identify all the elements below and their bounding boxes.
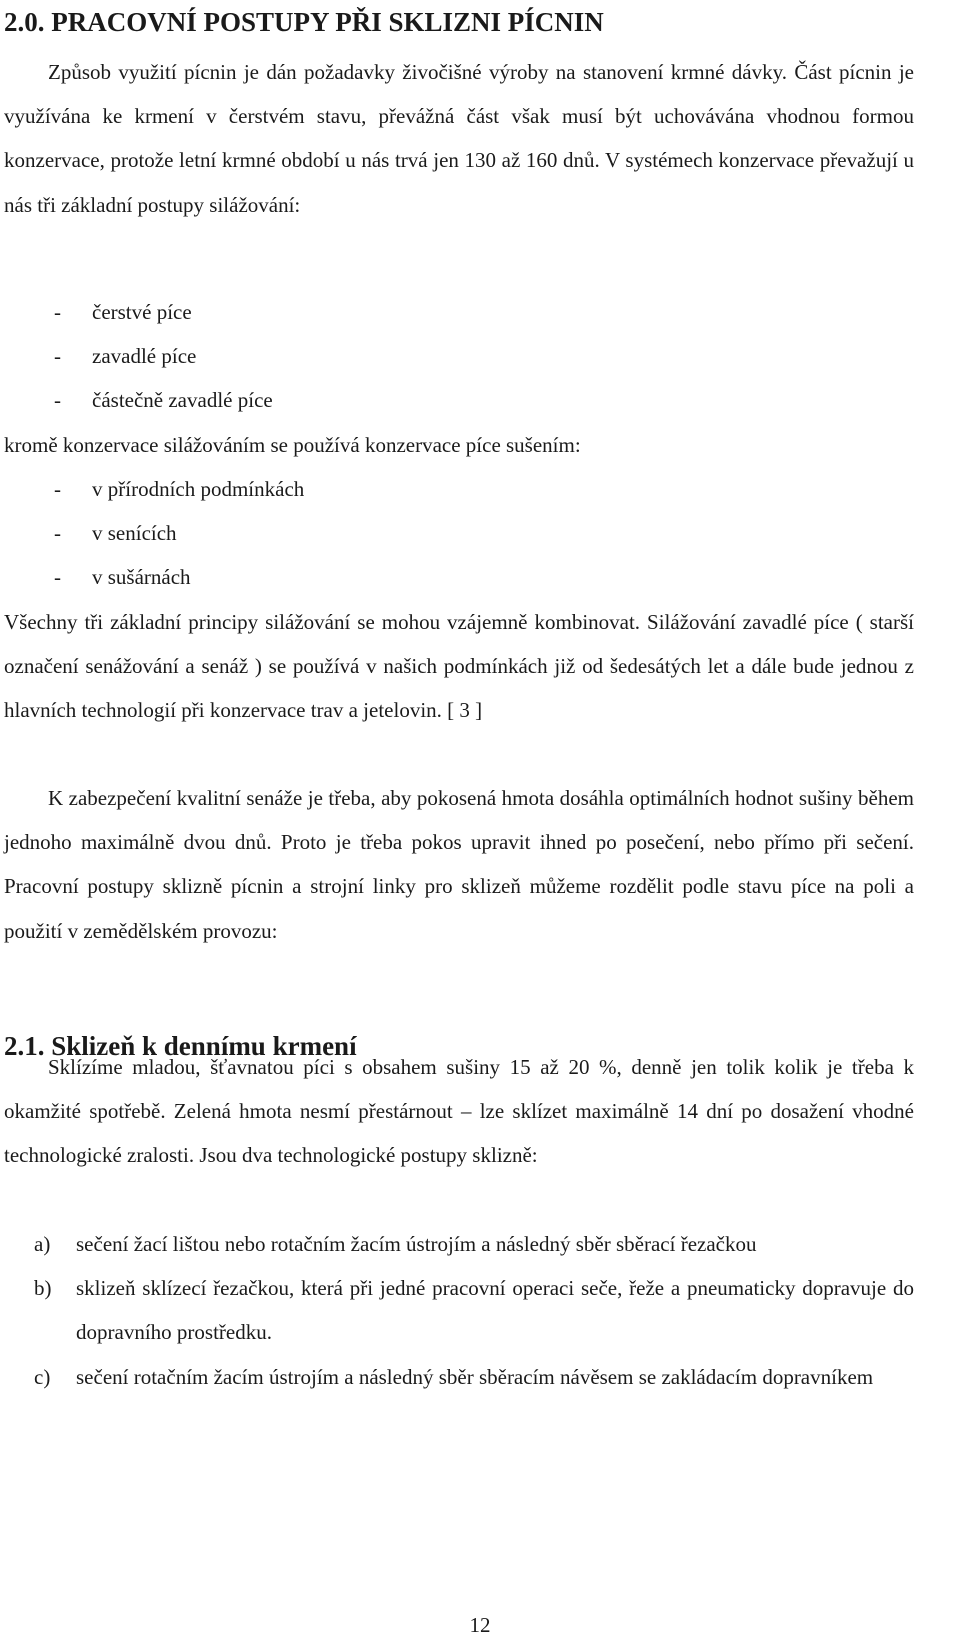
list-marker: -: [54, 344, 61, 369]
daily-feeding-paragraph: Sklízíme mladou, šťavnatou píci s obsahem sušiny 15 až 20 %, denně jen tolik kolik je třeba k okamžité spotřebě. Zelená hmota nesmí přestárnout – lze sklízet maximálně 14 dní po dosažení vhodné technologické zralosti. Jsou dva technologické postupy sklizně:: [4, 1055, 914, 1168]
list-item-text: sklizeň sklízecí řezačkou, která při jedné pracovní operaci seče, řeže a pneumaticky dopravuje do dopravního prostředku.: [76, 1276, 914, 1345]
drying-methods-list: [4, 467, 914, 600]
list-item: [4, 334, 914, 378]
list-marker: c): [34, 1364, 51, 1389]
list-item-text: v senících: [92, 521, 177, 546]
list-item-text: částečně zavadlé píce: [92, 388, 273, 413]
list-item: [4, 555, 914, 599]
list-item-text: v přírodních podmínkách: [92, 477, 305, 501]
list-marker: -: [54, 565, 61, 590]
list-item: [4, 1266, 914, 1354]
list-marker: b): [34, 1276, 52, 1301]
combination-paragraph: Všechny tři základní principy silážování se mohou vzájemně kombinovat. Silážování zavadlé píce ( starší označení senážování a senáž ) se používá v našich podmínkách již od šedesátých let a dále bude jednou z hlavních technologií při konzervace trav a jetelovin. [ 3 ]: [4, 610, 914, 723]
list-item-text: sečení rotačním žacím ústrojím a následný sběr sběracím návěsem se zakládacím dopravníkem: [76, 1364, 874, 1389]
list-item: [4, 511, 914, 555]
list-item: [4, 1355, 914, 1399]
subsection-title: 2.1. Sklizeň k dennímu krmení: [4, 1031, 357, 1061]
list-item: [4, 378, 914, 422]
drying-intro: kromě konzervace silážováním se používá konzervace píce sušením:: [4, 433, 581, 457]
list-item-text: v sušárnách: [92, 565, 191, 590]
section-title: 2.0. PRACOVNÍ POSTUPY PŘI SKLIZNI PÍCNIN: [4, 7, 604, 37]
list-item-text: zavadlé píce: [92, 344, 197, 369]
intro-paragraph: Způsob využití pícnin je dán požadavky živočišné výroby na stanovení krmné dávky. Část pícnin je využívána ke krmení v čerstvém stavu, převážná část však musí být uchovávána vhodnou formou konzervace, protože letní krmné období u nás trvá jen 130 až 160 dnů. V systémech konzervace převažují u nás tři základní postupy silážování:: [4, 60, 914, 217]
quality-paragraph: K zabezpečení kvalitní senáže je třeba, aby pokosená hmota dosáhla optimálních hodnot sušiny během jednoho maximálně dvou dnů. Proto je třeba pokos upravit ihned po posečení, nebo přímo při sečení. Pracovní postupy sklizně pícnin a strojní linky pro sklizeň můžeme rozdělit podle stavu píce na poli a použití v zemědělském provozu:: [4, 786, 914, 943]
silage-methods-list: [4, 290, 914, 423]
list-item: [4, 290, 914, 334]
list-marker: a): [34, 1232, 51, 1256]
list-marker: -: [54, 477, 61, 501]
harvest-procedures-list: [4, 1222, 914, 1399]
list-marker: -: [54, 300, 61, 324]
list-item: [4, 467, 914, 511]
list-item-text: čerstvé píce: [92, 300, 192, 324]
list-marker: -: [54, 388, 61, 413]
list-item: [4, 1222, 914, 1266]
list-item-text: sečení žací lištou nebo rotačním žacím ústrojím a následný sběr sběrací řezačkou: [76, 1232, 757, 1256]
page-number: 12: [469, 1613, 491, 1637]
list-marker: -: [54, 521, 61, 546]
